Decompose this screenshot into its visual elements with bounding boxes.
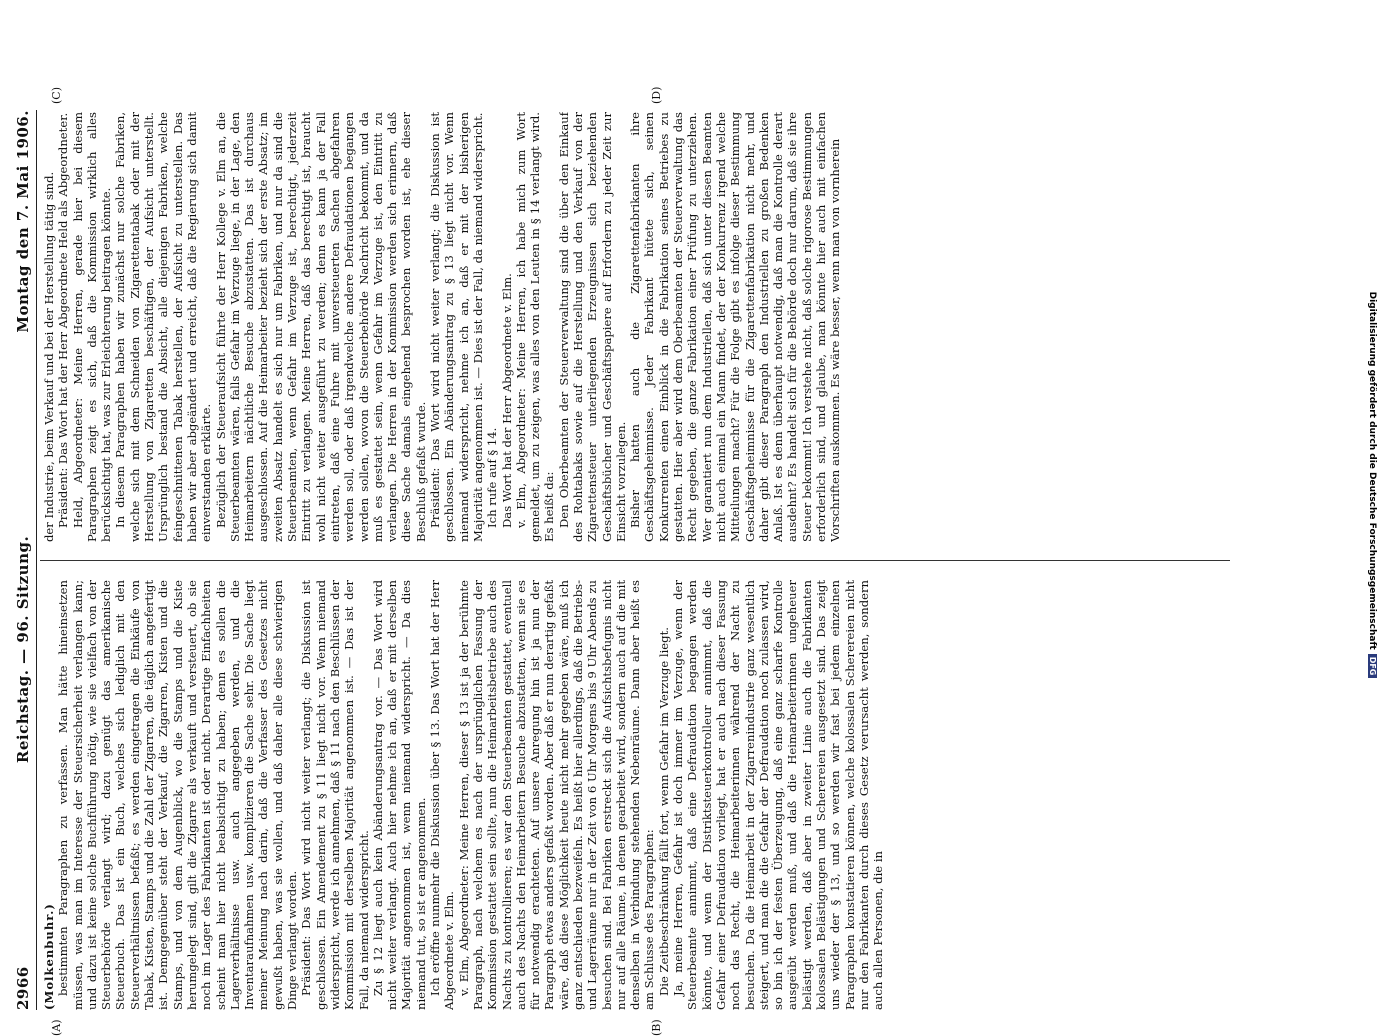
quoted-paragraph: Den Oberbeamten der Steuerverwaltung sind die über den Einkauf des Rohtabaks sowie auf die Herstellung und den Verkauf von der Zigarettensteuer unterliegenden Erzeugnissen sich beziehenden Geschäftsbücher und Geschäftspapiere auf Erfordern zu jeder Zeit zur Einsicht vorzulegen.: [556, 112, 628, 542]
paragraph: Ja, meine Herren, Gefahr ist doch immer im Verzuge, wenn der Steuerbeamte annimmt, daß eine Defraudation begangen werden könnte, und wenn der Distriktsteuerkontrolleur annimmt, daß die Gefahr einer Defraudation vorliegt, hat er auch nach dieser Fassung noch das Recht, die Heimarbeiterinnen während der Nacht zu besuchen. Da die Heimarbeit in der Zigarrenindustrie ganz wesentlich steigert, und man die die Gefahr der Defraudation noch zulassen wird, so bin ich der festen Überzeugung, daß eine ganz scharfe Kontrolle ausgeübt werden muß, und daß die Heimarbeiterinnen ungeheuer belästigt werden, daß aber in zweiter Linie auch die Fabrikanten kolossalen Belästigungen und Scherereien ausgesetzt sind. Das zeigt uns wieder der § 13, und so werden wir fast bei jedem einzelnen Paragraphen konstatieren können, welche kolossalen Scherereien nicht nur den Fabrikanten durch dieses Gesetz verursacht werden, sondern auch allen Personen, die in: [671, 580, 886, 1010]
left-text-column: [42, 580, 1232, 1010]
margin-marker-c: (C): [50, 87, 63, 104]
column-divider: [40, 560, 1230, 561]
paragraph: Präsident: Das Wort wird nicht weiter verlangt; die Diskussion ist geschlossen. Ein Amendement zu § 11 liegt nicht vor. Wenn niemand widerspricht, werde ich annehmen, daß § 11 nach den Beschlüssen der Kommission mit derselben Majorität angenommen ist. — Das ist der Fall, da niemand widerspricht.: [299, 580, 371, 1010]
page-header: [10, 110, 37, 1010]
digitization-credit: [1367, 10, 1381, 990]
paragraph: Präsident: Das Wort hat der Herr Abgeordnete Held als Abgeordneter.: [56, 112, 71, 528]
paragraph: der Industrie, beim Verkauf und bei der Herstellung tätig sind.: [42, 171, 56, 542]
paragraph: Bisher hatten auch die Zigarettenfabrikanten ihre Geschäftsgeheimnisse. Jeder Fabrikant hütete sich, seinen Konkurrenten einen Einblick in die Fabrikation seines Betriebes zu gestatten. Hier aber wird dem Oberbeamten der Steuerverwaltung das Recht gegeben, die ganze Fabrikation einer Prüfung zu unterziehen. Wer garantiert nun dem Industriellen, daß sich unter diesen Beamten nicht auch einmal ein Mann findet, der der Konkurrenz irgend welche Mitteilungen macht? Für die Folge gibt es infolge dieser Bestimmung Geschäftsgeheimnisse für die Zigarettenfabrikation nicht mehr, und daher gibt dieser Paragraph den Industriellen zu großen Bedenken Anlaß. Ist es denn überhaupt notwendig, daß man die Kontrolle derart ausdehnt? Es handelt sich für die Behörde doch nur darum, daß sie ihre Steuer bekommt! Ich verstehe nicht, daß solche rigorose Bestimmungen erforderlich sind, und glaube, man könnte hier auch mit einfachen Vorschriften auskommen. Es wäre besser, wenn man von vornherein: [628, 112, 843, 542]
paragraph: v. Elm, Abgeordneter: Meine Herren, dieser § 13 ist ja der berühmte Paragraph, nach welchem es nach der ursprünglichen Fassung der Kommission gestattet sein sollte, nun die Heimarbeitsbetriebe auch des Nachts zu kontrollieren; es war den Steuerbeamten gestattet, eventuell auch des Nachts den Heimarbeitern Besuche abzustatten, wenn sie es für notwendig erachteten. Auf unsere Anregung hin ist ja nun der Paragraph etwas anders gefaßt worden. Aber daß er nun derartig gefaßt wäre, daß diese Möglichkeit heute nicht mehr gegeben wäre, muß ich ganz entschieden bezweifeln. Es heißt hier allerdings, daß die Betriebs- und Lagerräume nur in der Zeit von 6 Uhr Morgens bis 9 Uhr Abends zu besuchen sind. Bei Fabriken erstreckt sich die Aufsichtsbefugnis nicht nur auf alle Räume, in denen gearbeitet wird, sondern auch auf die mit denselben in Verbindung stehenden Nebenräume. Dann aber heißt es am Schlusse des Paragraphen:: [456, 580, 657, 1010]
paragraph: Held, Abgeordneter: Meine Herren, gerade hier bei diesem Paragraphen zeigt es sich, daß die Kommission wirklich alles berücksichtigt hat, was zur Erleichterung beitragen könnte.: [70, 112, 114, 542]
margin-marker-a: (A): [50, 1019, 63, 1036]
left-running-title: Reichstag. — 96. Sitzung.: [14, 535, 32, 764]
speaker-tag: (Molkenbuhr.): [42, 903, 56, 1010]
paragraph: Ich rufe auf § 14.: [485, 427, 500, 528]
margin-marker-b: (B): [650, 1019, 663, 1036]
rotated-newspaper-page: [10, 86, 1240, 1036]
margin-marker-d: (D): [650, 86, 663, 104]
paragraph: Das Wort hat der Herr Abgeordnete v. Elm.: [499, 273, 514, 528]
quoted-paragraph: Die Zeitbeschränkung fällt fort, wenn Gefahr im Verzuge liegt.: [656, 627, 671, 996]
paragraph: Zu § 12 liegt auch kein Abänderungsantrag vor. — Das Wort wird nicht weiter verlangt. Auch hier nehme ich an, daß er mit derselben Majorität angenommen ist, wenn niemand widerspricht. — Da dies niemand tut, so ist er angenommen.: [370, 580, 428, 1010]
page-number: 2966: [14, 966, 32, 1010]
paragraph: Präsident: Das Wort wird nicht weiter verlangt; die Diskussion ist geschlossen. Ein Abänderungsantrag zu § 13 liegt nicht vor. Wenn niemand widerspricht, nehme ich an, daß er mit der bisherigen Majorität angenommen ist. — Dies ist der Fall, da niemand widerspricht.: [428, 112, 485, 542]
paragraph: In diesem Paragraphen haben wir zunächst nur solche Fabriken, welche sich mit dem Schneiden von Zigarettentabak oder mit der Herstellung von Zigaretten beschäftigen, der Aufsicht unterstellt. Ursprünglich bestand die Absicht, alle diejenigen Fabriken, welche feingeschnittenen Tabak herstellen, der Aufsicht zu unterstellen. Das haben wir aber abgeändert und erreicht, daß die Regierung sich damit einverstanden erklärte.: [113, 112, 214, 542]
right-running-title: Montag den 7. Mai 1906.: [14, 110, 32, 333]
paragraph: v. Elm, Abgeordneter: Meine Herren, ich habe mich zum Wort gemeldet, um zu zeigen, was alles von den Leuten in § 14 verlangt wird. Es heißt da:: [513, 112, 557, 542]
dfg-logo: DFG: [1368, 654, 1377, 679]
paragraph: bestimmten Paragraphen zu verfassen. Man hätte hineinsetzen müssen, was man im Interesse der Steuersicherheit verlangen kann; und dazu ist keine solche Buchführung nötig, wie sie vielfach von der Steuerbehörde verlangt wird; dazu genügt das amerikanische Steuerbuch. Das ist ein Buch, welches sich lediglich mit den Steuerverhältnissen befaßt; es werden eingetragen die Einkäufe von Tabak, Kisten, Stamps und die Zahl der Zigarren, die täglich angefertigt ist. Demgegenüber steht der Verkauf, die Zigarren, Kisten und die Stamps, und von dem Augenblick, wo die Stamps und die Kiste herumgelegt sind, gilt die Zigarre als verkauft und versteuert, ob sie noch im Lager des Fabrikanten ist oder nicht. Derartige Einfachheiten scheint man hier nicht beabsichtigt zu haben; denn es sollen die Lagerverhältnisse usw. auch angegeben werden, und die Inventaraufnahmen usw. komplizieren die Sache sehr. Die Sache liegt meiner Meinung nach darin, daß die Verfasser des Gesetzes nicht gewußt haben, was sie wollen, und daß daher alle diese schwierigen Dinge verlangt worden.: [56, 580, 300, 1010]
paragraph: Bezüglich der Steueraufsicht führte der Herr Kollege v. Elm an, die Steuerbeamten wären, falls Gefahr im Verzuge liege, in der Lage, den Heimarbeitern nächtliche Besuche abzustatten. Das ist durchaus ausgeschlossen. Auf die Heimarbeiter bezieht sich der erste Absatz; im zweiten Absatz handelt es sich nur um Fabriken, und nur da sind die Steuerbeamten, wenn Gefahr im Verzuge ist, berechtigt, jederzeit Eintritt zu verlangen. Meine Herren, daß das berechtigt ist, braucht wohl nicht weiter ausgeführt zu werden; denn es kann ja der Fall eintreten, daß eine Fuhre mit unversteuerten Sachen abgefahren werden soll, oder daß irgendwelche andere Defraudationen begangen werden sollen, wovon die Steuerbehörde Nachricht bekommt, und da muß es gestattet sein, wenn Gefahr im Verzuge ist, den Eintritt zu verlangen. Die Herren in der Kommission werden sich erinnern, daß diese Sache damals eingehend besprochen worden ist, ehe dieser Beschluß gefaßt wurde.: [213, 112, 428, 542]
credit-text: Digitalisierung gefördert durch die Deutsche Forschungsgemeinschaft: [1367, 291, 1377, 650]
paragraph: Ich eröffne nunmehr die Diskussion über § 13. Das Wort hat der Herr Abgeordnete v. Elm.: [428, 580, 457, 1010]
right-text-column: [42, 112, 1232, 542]
digitization-credit-text: [1367, 10, 1377, 960]
